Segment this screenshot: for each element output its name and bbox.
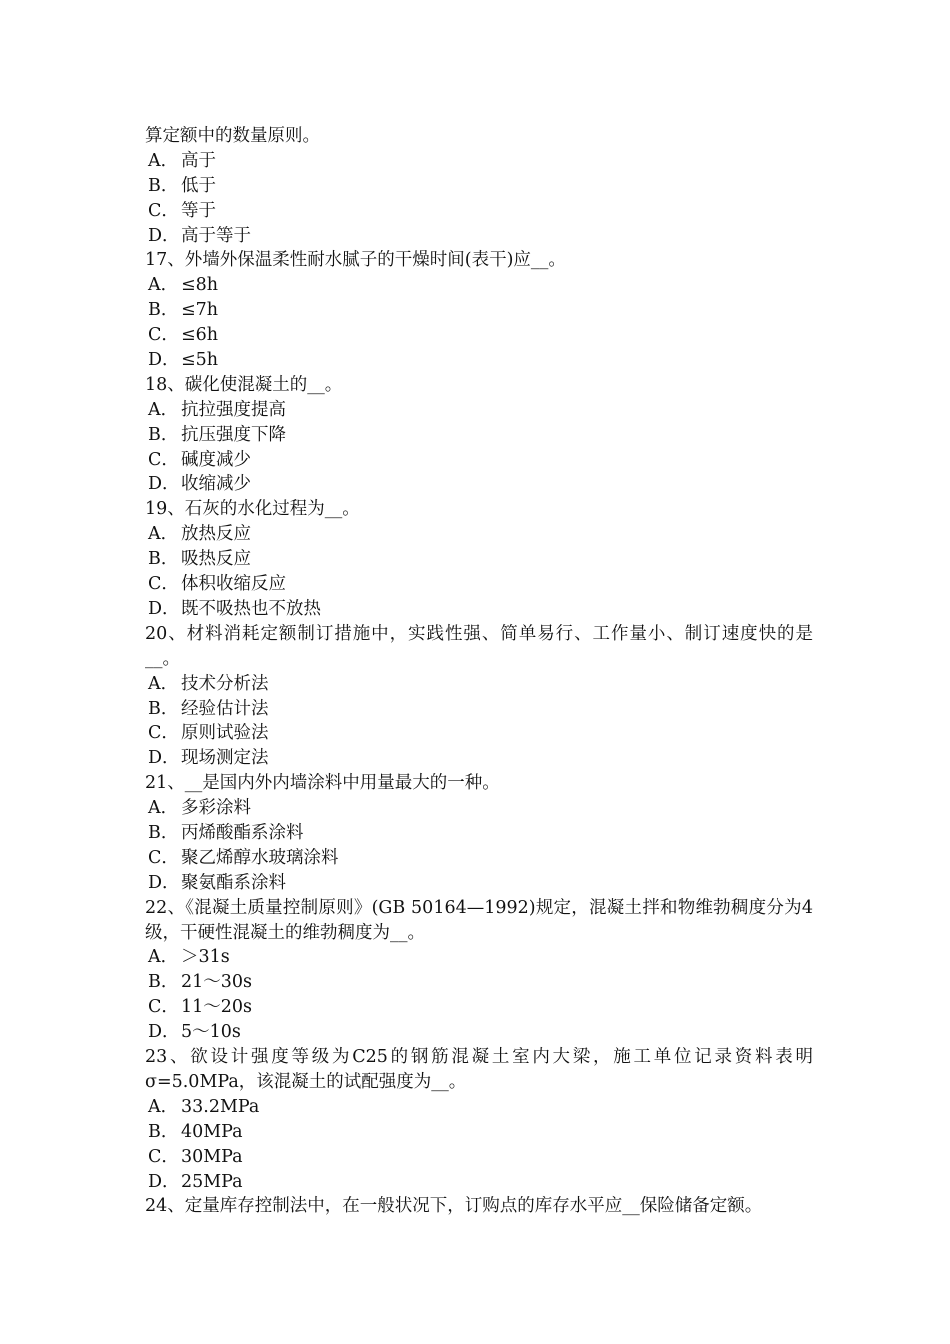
option-label: B． (148, 822, 179, 843)
option-a (145, 273, 813, 298)
option-label: B． (148, 972, 179, 993)
option-b (145, 697, 813, 722)
option-label: C． (148, 574, 179, 595)
option-a (145, 522, 813, 547)
question-21 (145, 771, 813, 895)
option-label: A． (148, 673, 179, 694)
question-text: 18、碳化使混凝土的__。 (145, 374, 343, 395)
option-b (145, 1120, 813, 1145)
option-label: B． (148, 698, 179, 719)
option-d (145, 597, 813, 622)
option-label: C． (148, 723, 179, 744)
option-c (145, 448, 813, 473)
option-label: B． (148, 424, 179, 445)
option-text: 丙烯酸酯系涂料 (181, 822, 304, 843)
option-c (145, 846, 813, 871)
option-a (145, 398, 813, 423)
question-19 (145, 497, 813, 621)
option-label: D． (148, 872, 180, 893)
question-text: 22、《混凝土质量控制原则》(GB 50164—1992)规定，混凝土拌和物维勃稠度分为4级，干硬性混凝土的维勃稠度为__。 (145, 897, 813, 943)
option-a (145, 796, 813, 821)
option-text: 40MPa (181, 1121, 243, 1142)
option-label: A． (148, 947, 179, 968)
question-text: 23、欲设计强度等级为C25的钢筋混凝土室内大梁，施工单位记录资料表明σ=5.0MPa，该混凝土的试配强度为__。 (145, 1047, 813, 1092)
option-a (145, 945, 813, 970)
option-c (145, 323, 813, 348)
option-text: 聚氨酯系涂料 (181, 872, 286, 893)
option-d (145, 746, 813, 771)
option-label: D． (148, 474, 180, 495)
option-text: 25MPa (181, 1171, 243, 1192)
option-label: C． (148, 449, 179, 470)
option-d (145, 871, 813, 896)
option-text: 30MPa (181, 1146, 243, 1167)
option-text: ≤6h (181, 325, 219, 346)
option-b (145, 547, 813, 572)
option-c (145, 721, 813, 746)
question-text: 19、石灰的水化过程为__。 (145, 499, 360, 520)
option-text: 吸热反应 (181, 549, 251, 570)
question-24 (145, 1194, 813, 1219)
option-a (145, 149, 813, 174)
option-d (145, 348, 813, 373)
option-label: B． (148, 1121, 179, 1142)
question-text: 20、材料消耗定额制订措施中，实践性强、简单易行、工作量小、制订速度快的是__。 (145, 623, 813, 669)
question-17 (145, 248, 813, 372)
question-18 (145, 373, 813, 497)
option-b (145, 970, 813, 995)
option-b (145, 821, 813, 846)
option-text: 放热反应 (181, 524, 251, 545)
option-b (145, 174, 813, 199)
option-label: A． (148, 1096, 179, 1117)
option-a (145, 672, 813, 697)
option-text: ≤8h (181, 275, 219, 296)
option-d (145, 1020, 813, 1045)
option-text: ≤5h (181, 350, 219, 371)
option-label: A． (148, 275, 179, 296)
option-text: 原则试验法 (181, 723, 269, 744)
option-label: B． (148, 300, 179, 321)
option-text: 既不吸热也不放热 (181, 598, 321, 619)
option-text: ＞31s (181, 947, 230, 968)
option-text: 多彩涂料 (181, 798, 251, 819)
option-text: 体积收缩反应 (181, 574, 286, 595)
option-b (145, 423, 813, 448)
option-label: C． (148, 1146, 179, 1167)
option-text: 33.2MPa (181, 1096, 260, 1117)
option-text: 经验估计法 (181, 698, 269, 719)
option-c (145, 995, 813, 1020)
option-label: D． (148, 1171, 180, 1192)
option-label: D． (148, 350, 180, 371)
option-text: 等于 (181, 200, 216, 221)
question-text: 24、定量库存控制法中，在一般状况下，订购点的库存水平应__保险储备定额。 (145, 1196, 763, 1217)
option-text: 11～20s (181, 997, 253, 1018)
option-label: D． (148, 1022, 180, 1043)
lead-text: 算定额中的数量原则。 (145, 126, 320, 146)
option-d (145, 472, 813, 497)
option-label: C． (148, 997, 179, 1018)
option-d (145, 1170, 813, 1195)
question-16 (145, 149, 813, 249)
question-20 (145, 622, 813, 771)
option-label: D． (148, 598, 180, 619)
option-text: 碱度减少 (181, 449, 251, 470)
option-label: A． (148, 150, 179, 171)
option-text: 收缩减少 (181, 474, 251, 495)
option-label: C． (148, 847, 179, 868)
option-label: A． (148, 524, 179, 545)
option-b (145, 298, 813, 323)
document-page (145, 124, 813, 1219)
option-text: 高于等于 (181, 225, 251, 246)
option-text: 聚乙烯醇水玻璃涂料 (181, 847, 339, 868)
question-23 (145, 1045, 813, 1194)
question-text: 21、__是国内外内墙涂料中用量最大的一种。 (145, 773, 500, 794)
option-label: D． (148, 748, 180, 769)
option-label: B． (148, 175, 179, 196)
option-label: A． (148, 798, 179, 819)
option-label: D． (148, 225, 180, 246)
question-22 (145, 896, 813, 1045)
option-label: C． (148, 200, 179, 221)
question-text: 17、外墙外保温柔性耐水腻子的干燥时间(表干)应__。 (145, 250, 566, 271)
option-text: 现场测定法 (181, 748, 269, 769)
option-label: C． (148, 325, 179, 346)
option-text: 低于 (181, 175, 216, 196)
option-text: ≤7h (181, 300, 219, 321)
option-c (145, 572, 813, 597)
option-text: 抗压强度下降 (181, 424, 286, 445)
option-a (145, 1095, 813, 1120)
option-label: B． (148, 549, 179, 570)
option-d (145, 224, 813, 249)
option-c (145, 1145, 813, 1170)
option-c (145, 199, 813, 224)
option-text: 5～10s (181, 1022, 241, 1043)
option-text: 21～30s (181, 972, 253, 993)
option-text: 抗拉强度提高 (181, 399, 286, 420)
option-text: 高于 (181, 150, 216, 171)
option-text: 技术分析法 (181, 673, 269, 694)
option-label: A． (148, 399, 179, 420)
